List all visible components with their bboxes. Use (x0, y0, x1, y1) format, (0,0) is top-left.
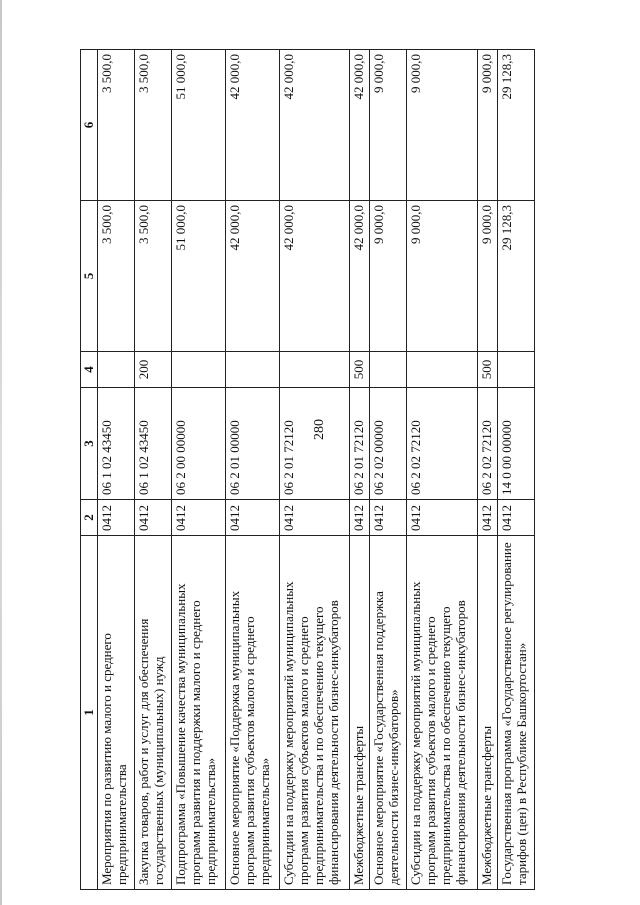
row-expense-type: 500 (350, 352, 370, 388)
row-name: Основное мероприятие «Государственная поддержка деятельности бизнес-инкубаторов» (370, 536, 407, 890)
table-row (497, 50, 534, 890)
scan-edge (0, 0, 2, 905)
row-section: 0412 (497, 500, 534, 536)
row-amount-6: 9 000,0 (477, 50, 497, 201)
row-amount-5: 3 500,0 (134, 201, 171, 352)
header-col-5: 5 (81, 201, 98, 352)
rotated-page-content (80, 50, 535, 890)
row-amount-6: 9 000,0 (370, 50, 407, 201)
table-row (350, 50, 370, 890)
budget-table (80, 49, 535, 890)
row-amount-5: 9 000,0 (477, 201, 497, 352)
row-amount-6: 42 000,0 (279, 50, 350, 201)
row-expense-type (171, 352, 225, 388)
row-section: 0412 (350, 500, 370, 536)
row-expense-type: 500 (477, 352, 497, 388)
row-section: 0412 (477, 500, 497, 536)
row-section: 0412 (279, 500, 350, 536)
row-amount-5: 42 000,0 (225, 201, 279, 352)
row-section: 0412 (98, 500, 135, 536)
row-expense-type (497, 352, 534, 388)
row-target-code: 06 2 02 72120 (407, 388, 478, 500)
table-row (225, 50, 279, 890)
table-row (370, 50, 407, 890)
row-expense-type: 200 (134, 352, 171, 388)
table-row (98, 50, 135, 890)
row-target-code: 06 2 02 72120 (477, 388, 497, 500)
table-row (134, 50, 171, 890)
header-col-2: 2 (81, 500, 98, 536)
row-section: 0412 (370, 500, 407, 536)
row-name: Основное мероприятие «Поддержка муниципальных программ развития субъектов малого и среднего предпринимательства» (225, 536, 279, 890)
header-col-3: 3 (81, 388, 98, 500)
row-expense-type (98, 352, 135, 388)
row-name: Закупка товаров, работ и услуг для обеспечения государственных (муниципальных) нужд (134, 536, 171, 890)
row-target-code: 06 2 01 00000 (225, 388, 279, 500)
row-amount-5: 9 000,0 (407, 201, 478, 352)
row-expense-type (407, 352, 478, 388)
row-target-code: 14 0 00 00000 (497, 388, 534, 500)
row-target-code: 06 1 02 43450 (98, 388, 135, 500)
row-amount-5: 51 000,0 (171, 201, 225, 352)
row-amount-6: 51 000,0 (171, 50, 225, 201)
row-target-code: 06 2 00 00000 (171, 388, 225, 500)
table-row (407, 50, 478, 890)
header-col-1: 1 (81, 536, 98, 890)
row-target-code: 06 2 01 72120 (279, 388, 350, 500)
row-section: 0412 (407, 500, 478, 536)
row-name: Межбюджетные трансферты (477, 536, 497, 890)
row-target-code: 06 2 02 00000 (370, 388, 407, 500)
table-row (477, 50, 497, 890)
row-section: 0412 (225, 500, 279, 536)
row-section: 0412 (134, 500, 171, 536)
row-name: Государственная программа «Государственное регулирование тарифов (цен) в Республике Башкортостан» (497, 536, 534, 890)
row-section: 0412 (171, 500, 225, 536)
row-amount-6: 3 500,0 (134, 50, 171, 201)
row-amount-6: 29 128,3 (497, 50, 534, 201)
row-amount-6: 42 000,0 (225, 50, 279, 201)
row-amount-6: 9 000,0 (407, 50, 478, 201)
row-name: Субсидии на поддержку мероприятий муниципальных программ развития субъектов малого и среднего предпринимательства и по обеспечению текущего финансирования деятельности бизнес-инкубаторов (279, 536, 350, 890)
row-amount-6: 3 500,0 (98, 50, 135, 201)
row-expense-type (370, 352, 407, 388)
header-row (81, 50, 98, 890)
row-name: Субсидии на поддержку мероприятий муниципальных программ развития субъектов малого и среднего предпринимательства и по обеспечению текущего финансирования деятельности бизнес-инкубаторов (407, 536, 478, 890)
row-amount-5: 42 000,0 (279, 201, 350, 352)
table-row (171, 50, 225, 890)
row-name: Мероприятия по развитию малого и среднего предпринимательства (98, 536, 135, 890)
row-amount-5: 42 000,0 (350, 201, 370, 352)
row-amount-5: 3 500,0 (98, 201, 135, 352)
row-expense-type (225, 352, 279, 388)
row-amount-6: 42 000,0 (350, 50, 370, 201)
row-amount-5: 29 128,3 (497, 201, 534, 352)
row-expense-type (279, 352, 350, 388)
row-name: Межбюджетные трансферты (350, 536, 370, 890)
row-target-code: 06 1 02 43450 (134, 388, 171, 500)
row-name: Подпрограмма «Повышение качества муниципальных программ развития и поддержки малого и среднего предпринимательства» (171, 536, 225, 890)
page-number: 280 (312, 419, 327, 440)
row-amount-5: 9 000,0 (370, 201, 407, 352)
header-col-6: 6 (81, 50, 98, 201)
row-target-code: 06 2 01 72120 (350, 388, 370, 500)
table-row (279, 50, 350, 890)
header-col-4: 4 (81, 352, 98, 388)
